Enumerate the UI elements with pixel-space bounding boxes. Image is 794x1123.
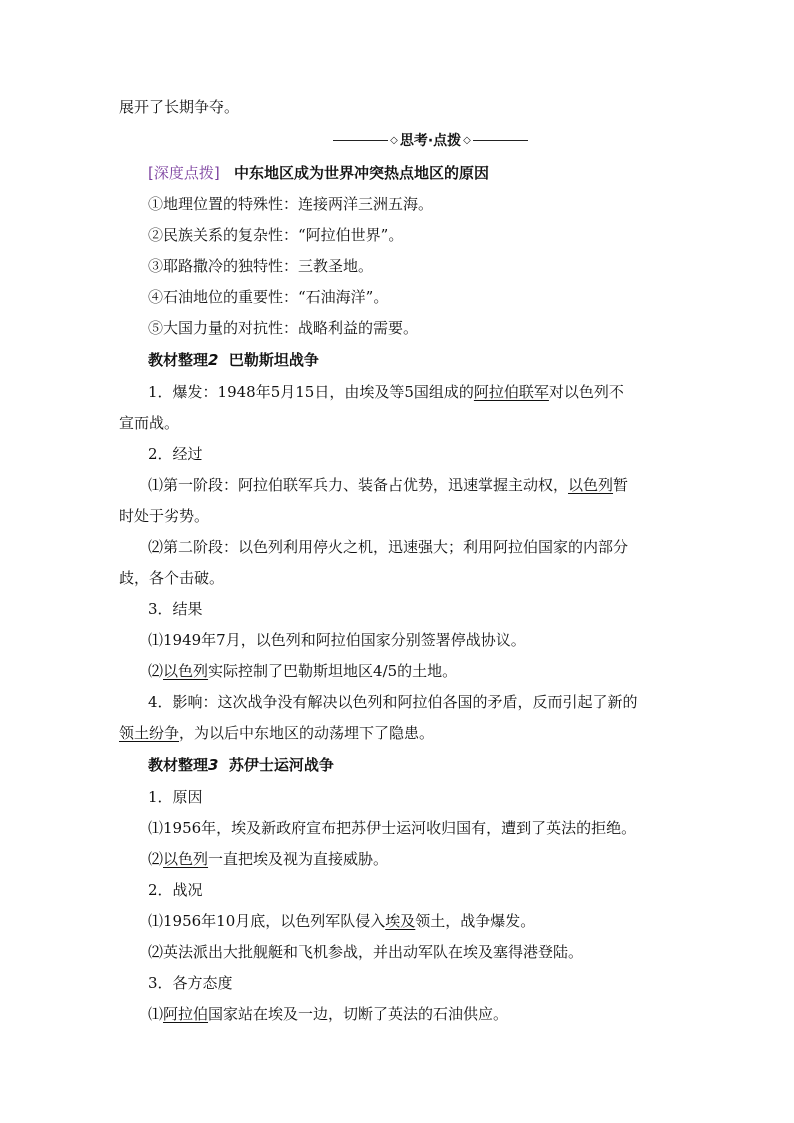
deep-insight-tag: [深度点拨] [148,164,220,182]
impact-line: 4．影响：这次战争没有解决以色列和阿拉伯各国的矛盾，反而引起了新的 [148,693,638,711]
deep-insight-title: 中东地区成为世界冲突热点地区的原因 [234,164,490,182]
divider-rule-left [333,140,388,141]
subheading: 3．各方态度 [148,974,233,992]
underlined-keyword: 以色列 [163,662,209,680]
underlined-keyword: 以色列 [568,476,614,494]
cause-line [148,849,388,869]
underlined-keyword: 埃及 [385,912,416,930]
result-line [148,661,457,681]
underlined-keyword: 以色列 [163,850,209,868]
process-line: ⑵第二阶段：以色列利用停火之机，迅速强大；利用阿拉伯国家的内部分 [148,538,629,556]
continued-text: 展开了长期争夺。 [119,98,240,116]
text: ⑴第一阶段：阿拉伯联军兵力、装备占优势，迅速掌握主动权， [148,476,569,494]
text: ，为以后中东地区的动荡埋下了隐患。 [179,724,435,742]
war-line: ⑵英法派出大批舰艇和飞机参战，并出动军队在埃及塞得港登陆。 [148,943,584,961]
result-line: ⑴1949年7月，以色列和阿拉伯国家分别签署停战协议。 [148,631,526,649]
cause-line: ⑴1956年，埃及新政府宣布把苏伊士运河收归国有，遭到了英法的拒绝。 [148,819,637,837]
underlined-keyword: 阿拉伯 [163,1005,209,1023]
attitude-line [148,1004,508,1024]
topic-title: 苏伊士运河战争 [228,756,334,774]
topic-label: 教材整理 [148,351,209,369]
deep-insight-heading [148,163,489,183]
outbreak-line-cont: 宣而战。 [119,414,180,432]
text: ⑴1956年10月底，以色列军队侵入 [148,912,386,930]
section-divider-heading [333,130,528,150]
war-line [148,911,535,931]
subheading: 1．原因 [148,788,203,806]
subheading: 2．经过 [148,445,203,463]
topic-label: 教材整理 [148,756,209,774]
text: ⑵ [148,662,164,680]
insight-point: ②民族关系的复杂性：“阿拉伯世界”。 [148,226,404,244]
topic-title: 巴勒斯坦战争 [228,351,319,369]
text: 领土，战争爆发。 [415,912,536,930]
insight-point: ④石油地位的重要性：“石油海洋”。 [148,288,389,306]
subheading: 3．结果 [148,600,203,618]
section-heading-title: 思考·点拨 [399,133,462,149]
subheading: 2．战况 [148,881,203,899]
topic-number: 3 [208,756,219,774]
process-line-cont: 时处于劣势。 [119,507,210,525]
insight-point: ⑤大国力量的对抗性：战略利益的需要。 [148,319,419,337]
insight-point: ①地理位置的特殊性：连接两洋三洲五海。 [148,195,434,213]
text: ⑵ [148,850,164,868]
text: ⑴ [148,1005,164,1023]
text: 实际控制了巴勒斯坦地区4/5的土地。 [208,662,458,680]
process-line-cont: 歧，各个击破。 [119,569,225,587]
insight-point: ③耶路撒冷的独特性：三教圣地。 [148,257,374,275]
text: 1．爆发：1948年5月15日，由埃及等5国组成的 [148,383,474,401]
text: 对以色列不 [548,383,624,401]
outbreak-line [148,382,624,402]
continued-paragraph [119,97,239,117]
topic-heading [148,755,334,775]
text: 一直把埃及视为直接威胁。 [208,850,389,868]
underlined-keyword: 阿拉伯联军 [473,383,549,401]
diamond-icon: ◇ [463,134,471,146]
text: 暂 [613,476,629,494]
underlined-keyword: 领土纷争 [119,724,180,742]
diamond-icon: ◇ [390,134,398,146]
topic-heading [148,350,319,370]
text: 国家站在埃及一边，切断了英法的石油供应。 [208,1005,509,1023]
process-line [148,475,628,495]
topic-number: 2 [208,351,219,369]
impact-line-cont [119,723,434,743]
divider-rule-right [473,140,528,141]
